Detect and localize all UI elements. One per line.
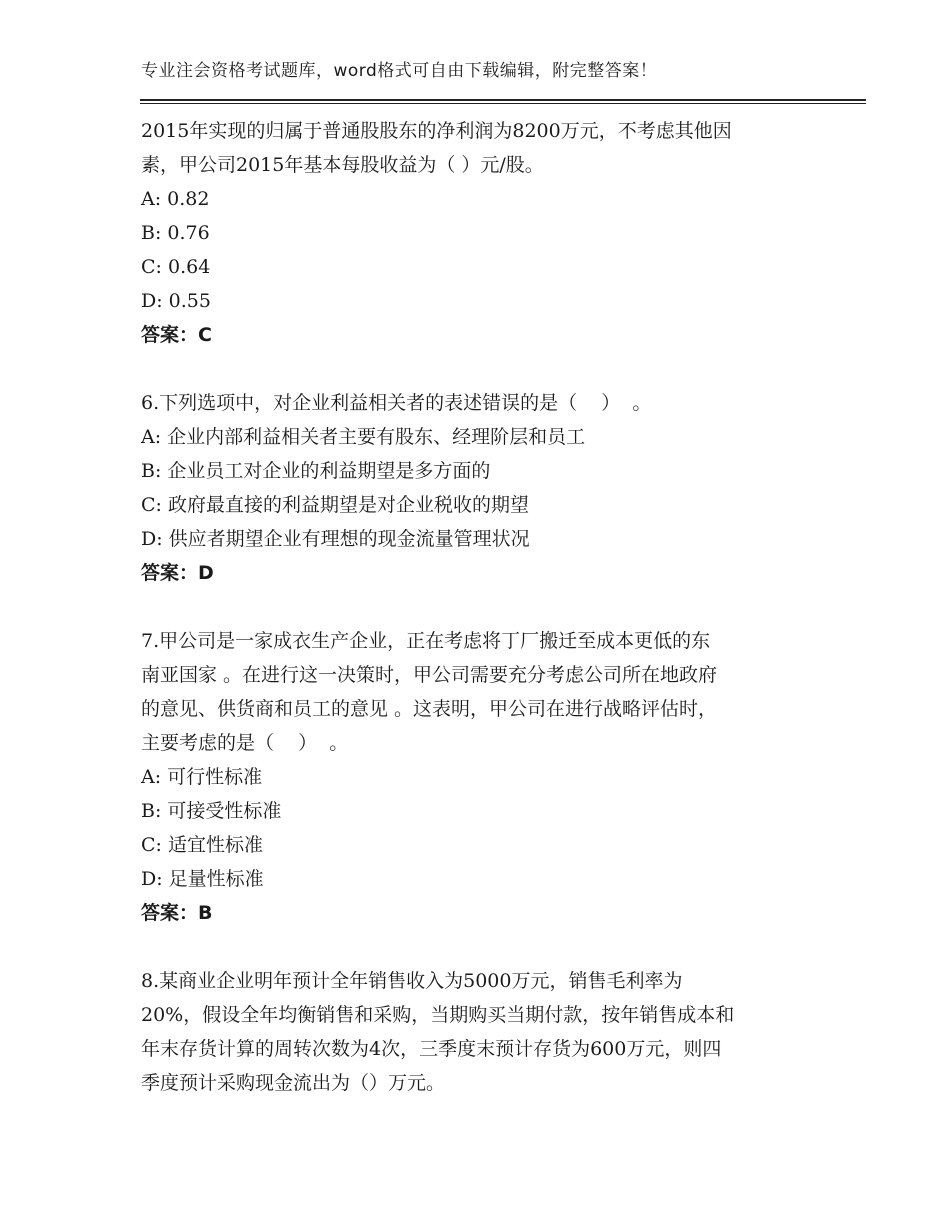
option-b: B: 可接受性标准 — [141, 800, 282, 822]
question-block — [141, 964, 821, 1100]
option-b: B: 0.76 — [141, 222, 210, 244]
answer-line: 答案：D — [141, 562, 214, 584]
option-c: C: 适宜性标准 — [141, 834, 263, 856]
question-stem-line: 20%，假设全年均衡销售和采购，当期购买当期付款，按年销售成本和 — [141, 1004, 735, 1026]
question-stem-line: 年末存货计算的周转次数为4次，三季度末预计存货为600万元，则四 — [141, 1038, 722, 1060]
question-stem-line: 主要考虑的是（ ） 。 — [141, 732, 349, 754]
spacer — [141, 590, 821, 624]
spacer — [141, 352, 821, 386]
question-stem-line: 7.甲公司是一家成衣生产企业，正在考虑将丁厂搬迁至成本更低的东 — [141, 630, 711, 652]
spacer — [141, 930, 821, 964]
option-b: B: 企业员工对企业的利益期望是多方面的 — [141, 460, 491, 482]
question-stem-line: 的意见、供货商和员工的意见 。这表明，甲公司在进行战略评估时， — [141, 698, 718, 720]
option-d: D: 足量性标准 — [141, 868, 264, 890]
question-block — [141, 386, 821, 590]
question-stem-line: 6.下列选项中，对企业利益相关者的表述错误的是（ ） 。 — [141, 392, 652, 414]
question-stem-line: 南亚国家 。在进行这一决策时，甲公司需要充分考虑公司所在地政府 — [141, 664, 718, 686]
question-block — [141, 114, 821, 352]
option-d: D: 供应者期望企业有理想的现金流量管理状况 — [141, 528, 530, 550]
page-header: 专业注会资格考试题库，word格式可自由下载编辑，附完整答案！ — [141, 61, 658, 81]
question-stem-line: 素，甲公司2015年基本每股收益为（ ）元/股。 — [141, 154, 544, 176]
question-list — [141, 114, 821, 1100]
question-block — [141, 624, 821, 930]
option-a: A: 0.82 — [141, 188, 210, 210]
option-d: D: 0.55 — [141, 290, 211, 312]
question-stem-line: 2015年实现的归属于普通股股东的净利润为8200万元，不考虑其他因 — [141, 120, 732, 142]
question-stem-line: 8.某商业企业明年预计全年销售收入为5000万元，销售毛利率为 — [141, 970, 683, 992]
option-c: C: 政府最直接的利益期望是对企业税收的期望 — [141, 494, 529, 516]
option-a: A: 可行性标准 — [141, 766, 263, 788]
option-a: A: 企业内部利益相关者主要有股东、经理阶层和员工 — [141, 426, 586, 448]
question-stem-line: 季度预计采购现金流出为（）万元。 — [141, 1072, 446, 1094]
answer-line: 答案：C — [141, 324, 212, 346]
answer-line: 答案：B — [141, 902, 213, 924]
option-c: C: 0.64 — [141, 256, 211, 278]
header-rule-thin — [140, 103, 866, 104]
header-rule-thick — [140, 99, 866, 101]
